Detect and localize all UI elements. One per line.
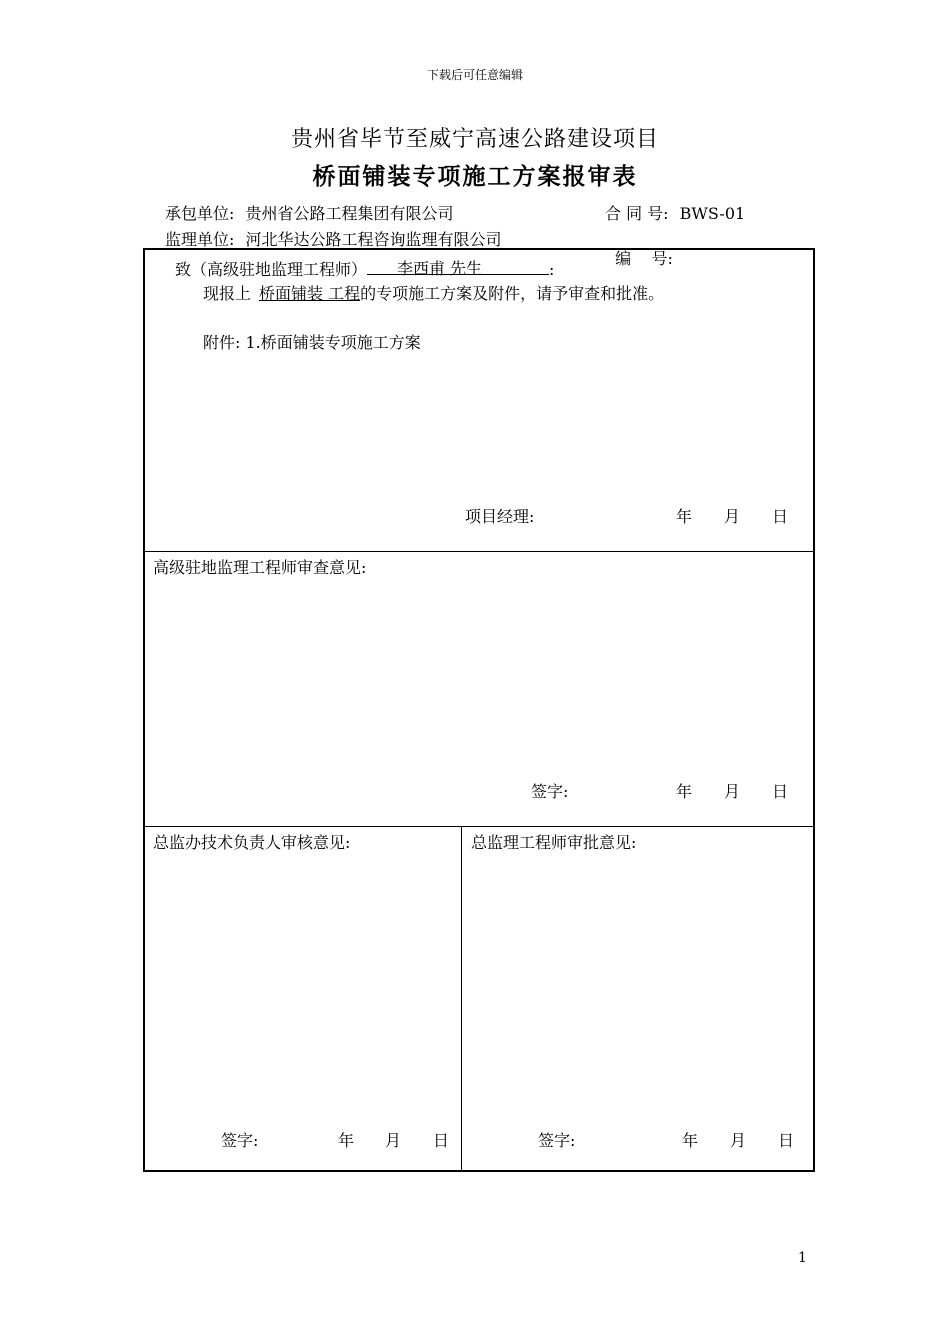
supervisor-label: 监理单位:	[165, 230, 235, 249]
contract-no-value: BWS-01	[679, 204, 746, 223]
form-title: 桥面铺装专项施工方案报审表	[312, 163, 638, 190]
report-line	[203, 281, 664, 304]
s3r-day: 日	[778, 1131, 795, 1150]
contract-no-row	[605, 201, 745, 224]
s3r-month: 月	[730, 1131, 747, 1150]
addressee-name-blank[interactable]	[367, 256, 549, 278]
s2-month: 月	[724, 782, 741, 801]
resident-engineer-opinion-heading: 高级驻地监理工程师审查意见:	[153, 558, 367, 577]
chief-engineer-opinion-heading: 总监理工程师审批意见:	[471, 833, 637, 852]
contractor-row	[165, 201, 454, 224]
project-manager-label: 项目经理:	[465, 507, 535, 526]
s3l-day: 日	[433, 1131, 450, 1150]
contractor-value: 贵州省公路工程集团有限公司	[245, 204, 454, 223]
supervisor-row	[165, 227, 502, 250]
report-prefix: 现报上	[203, 284, 252, 303]
addressee-suffix: :	[549, 260, 555, 279]
s1-month: 月	[724, 507, 741, 526]
s3l-year: 年	[338, 1131, 355, 1150]
s3l-signature-label: 签字:	[221, 1131, 259, 1150]
contract-no-label: 合 同 号:	[605, 204, 669, 223]
s2-year: 年	[676, 782, 693, 801]
s3r-signature-label: 签字:	[538, 1131, 576, 1150]
addressee-line	[175, 256, 554, 280]
attachment-line: 附件: 1.桥面铺装专项施工方案	[203, 333, 421, 352]
s2-signature-label: 签字:	[531, 782, 569, 801]
technical-lead-opinion-heading: 总监办技术负责人审核意见:	[153, 833, 351, 852]
supervisor-value: 河北华达公路工程咨询监理有限公司	[245, 230, 502, 249]
serial-no-label: 编 号:	[615, 249, 673, 268]
addressee-prefix: 致（高级驻地监理工程师）	[175, 260, 368, 279]
s2-day: 日	[772, 782, 789, 801]
contractor-label: 承包单位:	[165, 204, 235, 223]
s1-day: 日	[772, 507, 789, 526]
project-name[interactable]: 桥面铺装 工程	[259, 284, 361, 303]
s3l-month: 月	[385, 1131, 402, 1150]
report-suffix: 的专项施工方案及附件，请予审查和批准。	[360, 284, 665, 303]
column-divider	[461, 827, 462, 1170]
download-note: 下载后可任意编辑	[426, 68, 523, 82]
addressee-name: 李西甫 先生	[397, 259, 483, 278]
approval-form-table	[143, 248, 815, 1172]
project-title: 贵州省毕节至威宁高速公路建设项目	[290, 127, 659, 152]
s3r-year: 年	[682, 1131, 699, 1150]
page-number: 1	[798, 1250, 807, 1266]
section-divider-1	[145, 551, 813, 552]
s1-year: 年	[676, 507, 693, 526]
section-divider-2	[145, 826, 813, 827]
